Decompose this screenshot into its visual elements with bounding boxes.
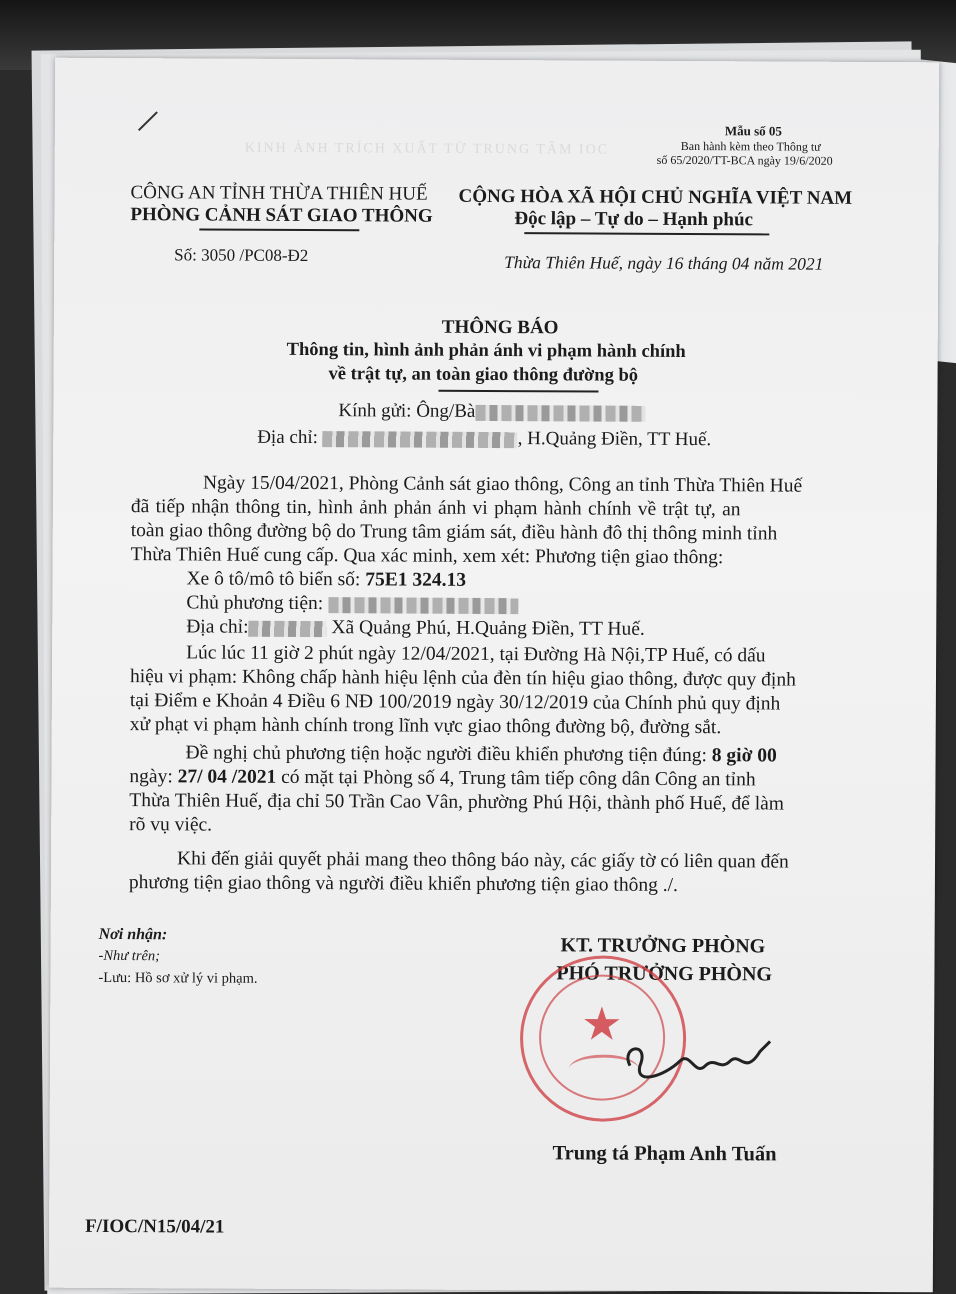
document-date: Thừa Thiên Huế, ngày 16 tháng 04 năm 2021 (504, 252, 824, 274)
paragraph3-line4: rõ vụ việc. (129, 814, 213, 836)
recipients-item2: -Lưu: Hồ sơ xử lý vi phạm. (98, 969, 258, 987)
paragraph1-line1: Ngày 15/04/2021, Phòng Cảnh sát giao thông, Công an tỉnh Thừa Thiên Huế (202, 472, 803, 497)
redacted-recipient-address (323, 431, 518, 448)
paragraph4-line1: Khi đến giải quyết phải mang theo thông báo này, các giấy tờ có liên quan đến (176, 848, 789, 873)
form-number: Mẫu số 05 (724, 123, 782, 139)
paragraph2-line4: xử phạt vi phạm hành chính trong lĩnh vực giao thông đường bộ, đường sắt. (129, 714, 722, 739)
paragraph4-line2: phương tiện giao thông và người điều khiển phương tiện giao thông ./. (128, 872, 678, 896)
faded-header-text: KINH ẢNH TRÍCH XUẤT TỪ TRUNG TÂM IOC (244, 140, 610, 158)
paragraph3-line1 (186, 742, 777, 767)
notice-subtitle-line2: về trật tự, an toàn giao thông đường bộ (328, 364, 639, 386)
issuer-department: PHÒNG CẢNH SÁT GIAO THÔNG (130, 204, 433, 227)
appointment-date: 27/ 04 /2021 (177, 766, 277, 788)
signer-title1: KT. TRƯỞNG PHÒNG (560, 934, 766, 958)
nation-motto: Độc lập – Tự do – Hạnh phúc (514, 208, 754, 231)
signer-title2: PHÓ TRƯỞNG PHÒNG (556, 962, 773, 986)
signature (610, 1021, 790, 1102)
form-issued-line2: số 65/2020/TT-BCA ngày 19/6/2020 (656, 152, 833, 168)
recipients-label: Nơi nhận: (98, 925, 168, 944)
paragraph3-line2 (129, 766, 755, 791)
paragraph3-line2-prefix: ngày: (129, 766, 178, 788)
recipient-label: Kính gửi: Ông/Bà (338, 400, 476, 422)
issuer-agency: CÔNG AN TỈNH THỪA THIÊN HUẾ (130, 182, 428, 205)
paragraph3-line1-text: Đề nghị chủ phương tiện hoặc người điều khiển phương tiện đúng: (185, 742, 712, 767)
owner-line (186, 592, 518, 616)
recipient-address-tail: , H.Quảng Điền, TT Huế. (517, 428, 712, 451)
paragraph2-line2: hiệu vi phạm: Không chấp hành hiệu lệnh của đèn tín hiệu giao thông, được quy định (129, 666, 796, 691)
paragraph1-line3: toàn giao thông đường bộ do Trung tâm giám sát, điều hành đô thị thông minh tỉnh (130, 520, 778, 545)
owner-address-line (186, 616, 645, 640)
title-underline (438, 390, 598, 392)
plate-line (186, 568, 466, 591)
redacted-owner-address (248, 620, 326, 636)
nation-title: CỘNG HÒA XÃ HỘI CHỦ NGHĨA VIỆT NAM (458, 185, 853, 209)
paragraph3-line3: Thừa Thiên Huế, địa chỉ 50 Trần Cao Vân, phường Phú Hội, thành phố Huế, để làm (129, 790, 785, 815)
recipient-address-line (257, 427, 711, 451)
owner-address-label: Địa chỉ: (186, 616, 249, 638)
recipient-address-label: Địa chỉ: (257, 426, 318, 449)
issuer-underline (199, 228, 359, 231)
appointment-time: 8 giờ 00 (711, 745, 777, 767)
pen-mark (138, 111, 158, 131)
paragraph2-line3: tại Điểm e Khoản 4 Điều 6 NĐ 100/2019 ngày 30/12/2019 của Chính phủ quy định (129, 690, 781, 715)
seal-star-icon: ★ (581, 998, 623, 1050)
redacted-recipient-name (475, 405, 645, 422)
document-number: Số: 3050 /PC08-Đ2 (174, 245, 309, 266)
owner-label: Chủ phương tiện: (186, 592, 324, 615)
paragraph1-line2: đã tiếp nhận thông tin, hình ảnh phản ánh vi phạm hành chính về trật tự, an (130, 496, 741, 521)
footer-code: F/IOC/N15/04/21 (85, 1215, 225, 1238)
notice-subtitle-line1: Thông tin, hình ảnh phản ánh vi phạm hành chính (286, 339, 686, 362)
notice-title: THÔNG BÁO (441, 316, 559, 339)
recipient-line (338, 400, 645, 424)
nation-underline (524, 232, 769, 235)
owner-address-tail: Xã Quảng Phú, H.Quảng Điền, TT Huế. (326, 617, 645, 640)
paragraph3-line2-text: có mặt tại Phòng số 4, Trung tâm tiếp công dân Công an tỉnh (276, 766, 756, 791)
redacted-owner-name (328, 597, 518, 614)
plate-value: 75E1 324.13 (365, 569, 467, 591)
plate-label: Xe ô tô/mô tô biển số: (186, 568, 366, 591)
recipients-item1: -Như trên; (98, 947, 161, 965)
signer-name: Trung tá Phạm Anh Tuấn (552, 1142, 777, 1166)
paragraph2-line1: Lúc lúc 11 giờ 2 phút ngày 12/04/2021, tại Đường Hà Nội,TP Huế, có dấu (186, 642, 766, 667)
document-sheet (49, 58, 939, 1293)
form-issued-line1: Ban hành kèm theo Thông tư (680, 138, 821, 154)
paragraph1-line4: Thừa Thiên Huế cung cấp. Qua xác minh, xem xét: Phương tiện giao thông: (130, 544, 724, 569)
